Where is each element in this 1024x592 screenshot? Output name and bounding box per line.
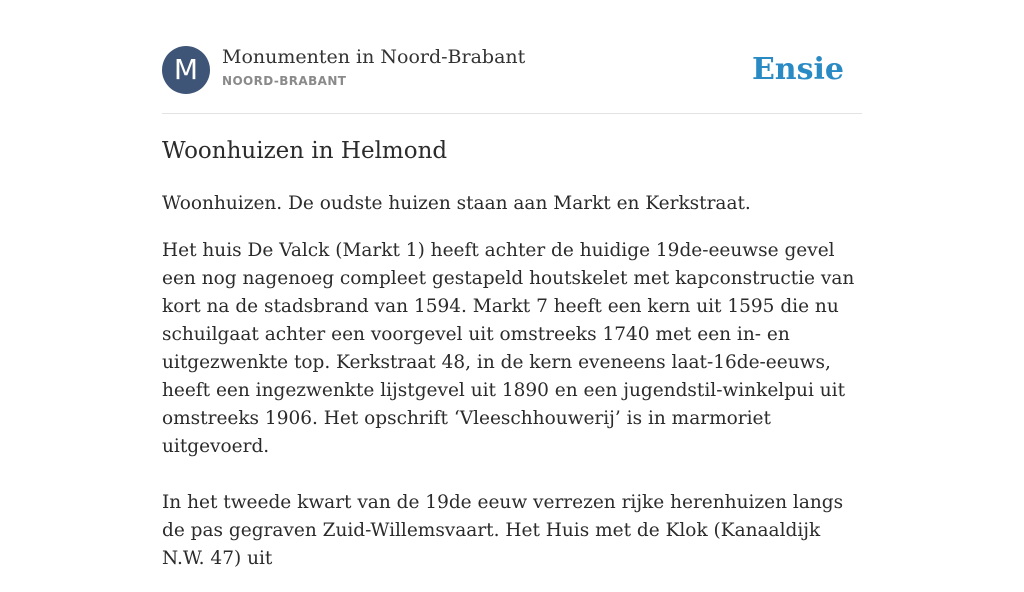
site-title-link[interactable]: Monumenten in Noord-Brabant — [222, 46, 526, 68]
article-paragraph: Woonhuizen. De oudste huizen staan aan Markt en Kerkstraat. — [162, 193, 751, 214]
article-paragraph: Het huis De Valck (Markt 1) heeft achter de huidige 19de-eeuwse gevel een nog nagenoeg compleet gestapeld houtskelet met kapconstructie van kort na de stadsbrand van 1594. Markt 7 heeft een kern uit 1595 die nu schuilgaat achter een voorgevel uit omstreeks 1740 met een in- en uitgezwenkte top. Kerkstraat 48, in de kern eveneens laat-16de-eeuws, heeft een ingezwenkte lijstgevel uit 1890 en een jugendstil-winkelpui uit omstreeks 1906. Het opschrift ‘Vleeschhouwerij’ is in marmoriet uitgevoerd. — [162, 240, 855, 457]
site-avatar[interactable]: M — [162, 46, 210, 94]
article-title: Woonhuizen in Helmond — [162, 138, 448, 164]
site-category-label[interactable]: NOORD-BRABANT — [222, 74, 347, 88]
ensie-logo[interactable]: Ensie — [751, 52, 844, 87]
header-divider — [162, 113, 862, 114]
page — [162, 0, 862, 569]
article-paragraph: In het tweede kwart van de 19de eeuw verrezen rijke herenhuizen langs de pas gegraven Zuid-Willemsvaart. Het Huis met de Klok (Kanaaldijk N.W. 47) uit — [162, 492, 844, 569]
site-header — [162, 46, 862, 96]
article-body — [162, 190, 862, 592]
